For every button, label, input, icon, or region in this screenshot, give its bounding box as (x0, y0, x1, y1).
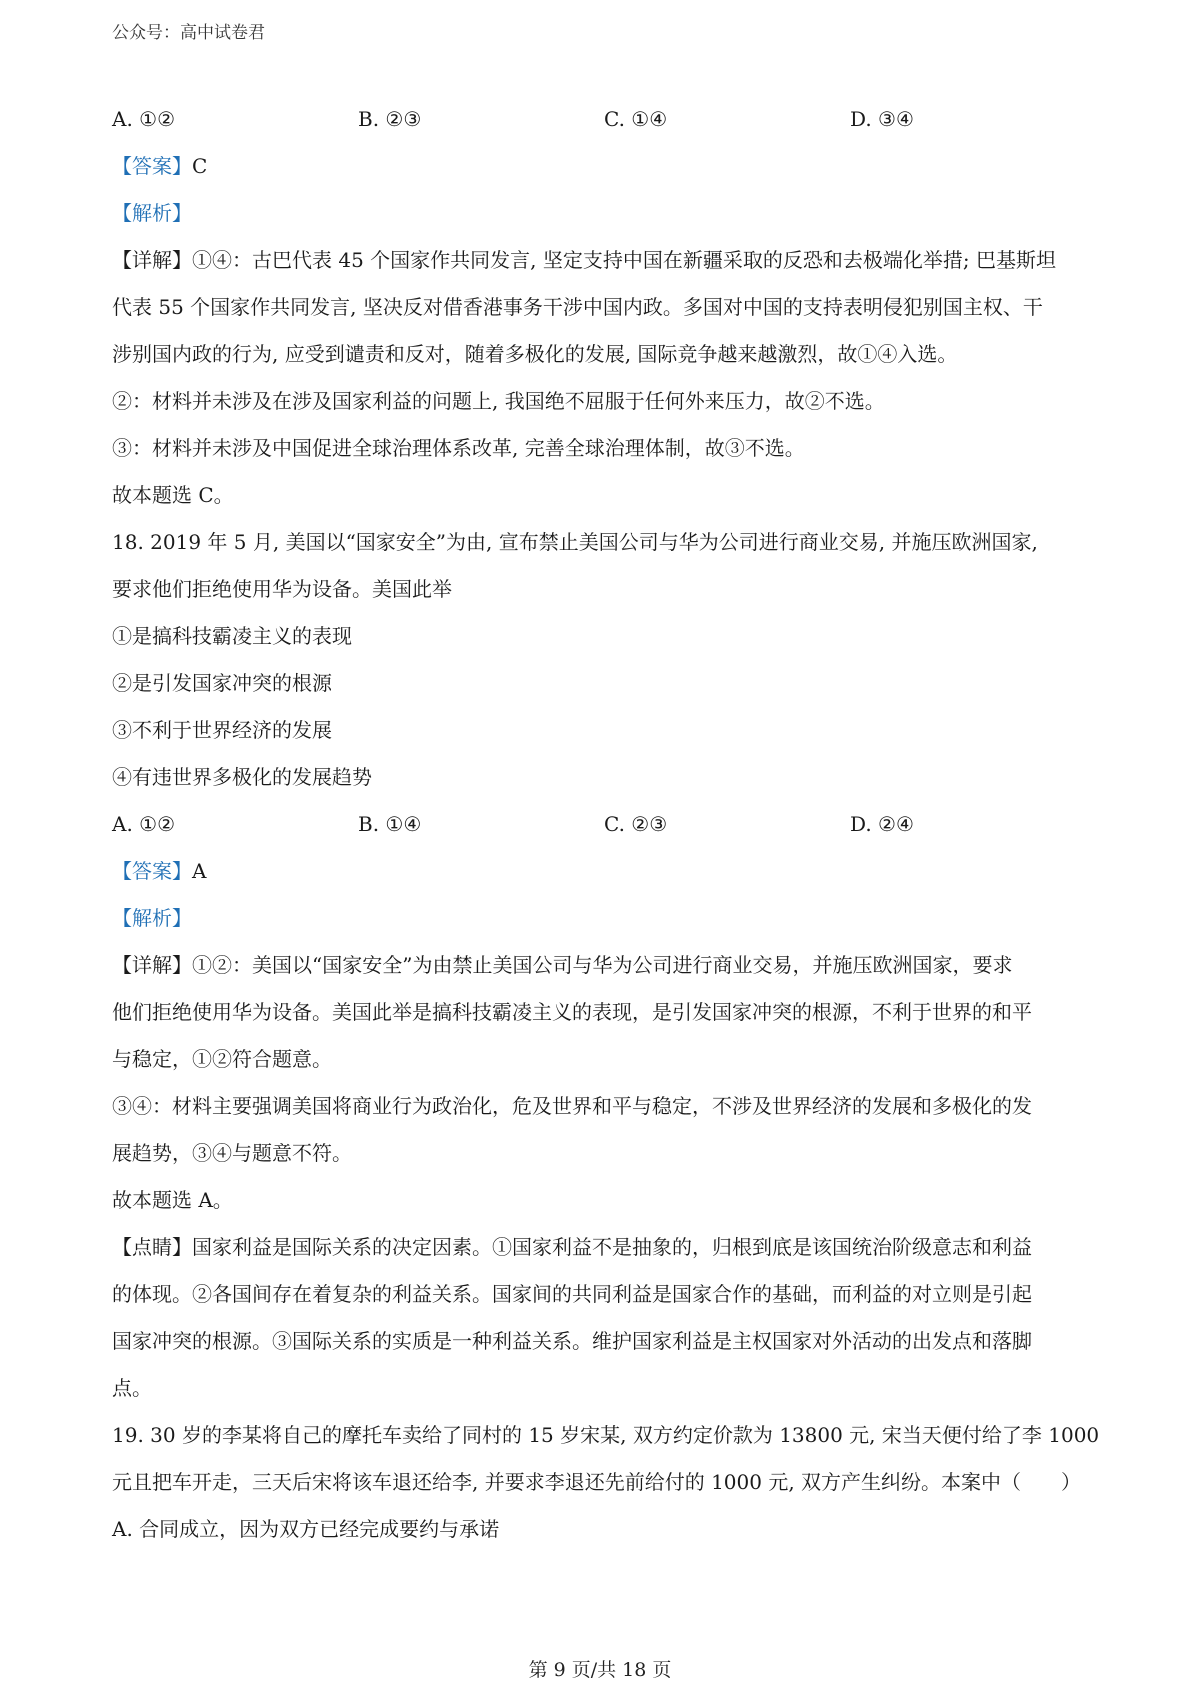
q18-detail-line: 【点睛】国家利益是国际关系的决定因素。①国家利益不是抽象的，归根到底是该国统治阶级意志和利益 (112, 1235, 1032, 1259)
q18-detail-line: 他们拒绝使用华为设备。美国此举是搞科技霸凌主义的表现，是引发国家冲突的根源，不利于世界的和平 (112, 1000, 1032, 1024)
q18-options (112, 801, 1102, 848)
q18-detail-line: 的体现。②各国间存在着复杂的利益关系。国家间的共同利益是国家合作的基础，而利益的对立则是引起 (112, 1282, 1032, 1306)
q17-analysis-tag: 【解析】 (112, 201, 192, 225)
q19-stem-line: 元且把车开走，三天后宋将该车退还给李, 并要求李退还先前给付的 1000 元, 双方产生纠纷。本案中（ ） (112, 1470, 1082, 1494)
page-content (112, 96, 1102, 1553)
q18-stem-line: 要求他们拒绝使用华为设备。美国此举 (112, 577, 452, 601)
q17-answer (112, 143, 1102, 190)
q18-detail-line: 【详解】①②：美国以“国家安全”为由禁止美国公司与华为公司进行商业交易，并施压欧洲国家，要求 (112, 953, 1013, 977)
q18-analysis-tag: 【解析】 (112, 906, 192, 930)
q18-item: ②是引发国家冲突的根源 (112, 671, 332, 695)
q17-detail-line: ②：材料并未涉及在涉及国家利益的问题上, 我国绝不屈服于任何外来压力，故②不选。 (112, 389, 885, 413)
q18-stem-line: 18. 2019 年 5 月, 美国以“国家安全”为由, 宣布禁止美国公司与华为公司进行商业交易, 并施压欧洲国家, (112, 530, 1038, 554)
q17-option-a: A. ①② (112, 107, 176, 131)
q18-detail-line: 展趋势，③④与题意不符。 (112, 1141, 352, 1165)
q18-item: ③不利于世界经济的发展 (112, 718, 332, 742)
q17-detail-line: 故本题选 C。 (112, 483, 234, 507)
page-header: 公众号：高中试卷君 (112, 23, 265, 43)
q18-option-a: A. ①② (112, 812, 176, 836)
page-footer: 第 9 页/共 18 页 (528, 1659, 672, 1681)
q18-detail-line: 国家冲突的根源。③国际关系的实质是一种利益关系。维护国家利益是主权国家对外活动的出发点和落脚 (112, 1329, 1032, 1353)
q18-option-d: D. ②④ (850, 812, 914, 836)
q17-detail-line: 代表 55 个国家作共同发言, 坚决反对借香港事务干涉中国内政。多国对中国的支持表明侵犯别国主权、干 (112, 295, 1043, 319)
answer-tag: 【答案】 (112, 154, 192, 178)
answer-tag: 【答案】 (112, 859, 192, 883)
answer-value: A (192, 859, 207, 883)
q17-detail-line: 【详解】①④：古巴代表 45 个国家作共同发言, 坚定支持中国在新疆采取的反恐和去极端化举措; 巴基斯坦 (112, 248, 1056, 272)
q19-option-a: A. 合同成立，因为双方已经完成要约与承诺 (112, 1517, 500, 1541)
q17-detail-line: 涉别国内政的行为, 应受到谴责和反对，随着多极化的发展, 国际竞争越来越激烈，故①④入选。 (112, 342, 958, 366)
q18-item: ①是搞科技霸凌主义的表现 (112, 624, 352, 648)
q18-detail-line: ③④：材料主要强调美国将商业行为政治化，危及世界和平与稳定，不涉及世界经济的发展和多极化的发 (112, 1094, 1032, 1118)
q18-item: ④有违世界多极化的发展趋势 (112, 765, 372, 789)
q17-option-b: B. ②③ (358, 107, 422, 131)
q17-detail-line: ③：材料并未涉及中国促进全球治理体系改革, 完善全球治理体制，故③不选。 (112, 436, 805, 460)
q19-stem-line: 19. 30 岁的李某将自己的摩托车卖给了同村的 15 岁宋某, 双方约定价款为 13800 元, 宋当天便付给了李 1000 (112, 1423, 1100, 1447)
q18-option-c: C. ②③ (604, 812, 668, 836)
q18-detail-line: 与稳定，①②符合题意。 (112, 1047, 332, 1071)
q18-option-b: B. ①④ (358, 812, 422, 836)
q17-option-c: C. ①④ (604, 107, 668, 131)
answer-value: C (192, 154, 208, 178)
q18-detail-line: 故本题选 A。 (112, 1188, 233, 1212)
q18-answer (112, 848, 1102, 895)
q18-detail-line: 点。 (112, 1376, 152, 1400)
q17-options (112, 96, 1102, 143)
q17-option-d: D. ③④ (850, 107, 914, 131)
